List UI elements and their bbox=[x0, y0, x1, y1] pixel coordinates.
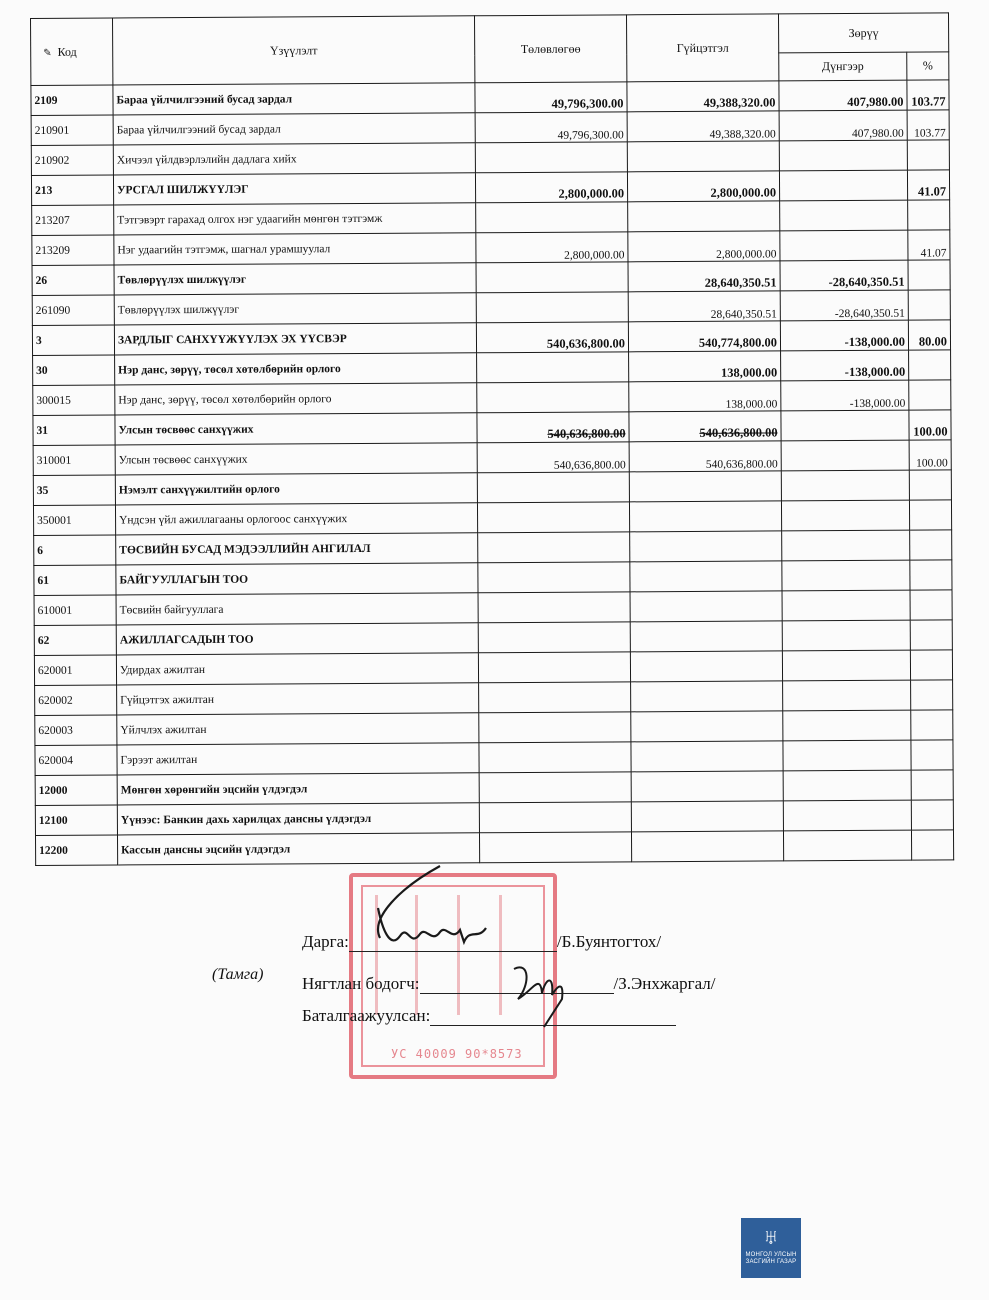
cell-performance bbox=[631, 801, 783, 832]
cell-name: Нэмэлт санхүүжилтийн орлого bbox=[115, 473, 477, 505]
signature-stroke bbox=[378, 866, 486, 942]
cell-code: 310001 bbox=[33, 445, 115, 476]
cell-performance bbox=[630, 561, 782, 592]
cell-plan bbox=[479, 772, 631, 803]
cell-code: 30 bbox=[33, 355, 115, 386]
cell-performance: 540,774,800.00 bbox=[628, 321, 780, 352]
cell-performance: 28,640,350.51 bbox=[628, 291, 780, 322]
cell-performance: 28,640,350.51 bbox=[628, 261, 780, 292]
cell-name: ТӨСВИЙН БУСАД МЭДЭЭЛЛИЙН АНГИЛАЛ bbox=[116, 533, 478, 565]
cell-difference bbox=[782, 530, 910, 561]
signature-stroke bbox=[514, 967, 562, 1027]
cell-performance: 49,388,320.00 bbox=[627, 111, 779, 142]
cell-plan: 540,636,800.00 bbox=[477, 412, 629, 443]
cell-code: 61 bbox=[34, 565, 116, 596]
cell-plan: 49,796,300.00 bbox=[475, 82, 627, 113]
cell-plan bbox=[478, 562, 630, 593]
cell-plan bbox=[478, 532, 630, 563]
cell-performance bbox=[631, 711, 783, 742]
cell-name: Гүйцэтгэх ажилтан bbox=[117, 683, 479, 715]
cell-percent bbox=[907, 140, 949, 170]
cell-name: Төвлөрүүлэх шилжүүлэг bbox=[114, 263, 476, 295]
cell-difference bbox=[783, 770, 911, 801]
cell-percent: 41.07 bbox=[908, 230, 950, 260]
cell-name: Нэр данс, зөрүү, төсөл хөтөлбөрийн орлого bbox=[115, 383, 477, 415]
cell-percent bbox=[911, 680, 953, 710]
cell-name: ЗАРДЛЫГ САНХҮҮЖҮҮЛЭХ ЭХ ҮҮСВЭР bbox=[114, 323, 476, 355]
cell-plan bbox=[476, 202, 628, 233]
cell-performance bbox=[630, 531, 782, 562]
cell-performance bbox=[630, 621, 782, 652]
cell-performance bbox=[627, 141, 779, 172]
cell-difference: 407,980.00 bbox=[779, 80, 907, 111]
cell-plan bbox=[476, 262, 628, 293]
cell-code: 62 bbox=[34, 625, 116, 656]
cell-code: 610001 bbox=[34, 595, 116, 626]
cell-code: 620004 bbox=[35, 745, 117, 776]
stamp-number: УС 40009 90*8573 bbox=[391, 1047, 523, 1061]
accountant-handwritten-signature bbox=[500, 955, 580, 1035]
verified-signature-line bbox=[302, 1006, 676, 1026]
cell-percent bbox=[911, 800, 953, 830]
cell-name: Кассын дансны эцсийн үлдэгдэл bbox=[117, 833, 479, 865]
cell-code: 300015 bbox=[33, 385, 115, 416]
cell-plan bbox=[477, 502, 629, 533]
cell-plan bbox=[475, 142, 627, 173]
header-amount: Дүнгээр bbox=[779, 52, 907, 81]
cell-plan bbox=[476, 292, 628, 323]
cell-percent: 100.00 bbox=[909, 410, 951, 440]
cell-percent bbox=[910, 560, 952, 590]
cell-performance bbox=[631, 831, 783, 862]
cell-name: Улсын төсвөөс санхүүжих bbox=[115, 443, 477, 475]
header-percent: % bbox=[907, 52, 949, 80]
cell-name: АЖИЛЛАГСАДЫН ТОО bbox=[116, 623, 478, 655]
cell-name: БАЙГУУЛЛАГЫН ТОО bbox=[116, 563, 478, 595]
cell-code: 213209 bbox=[32, 235, 114, 266]
cell-performance: 138,000.00 bbox=[629, 351, 781, 382]
cell-code: 2109 bbox=[31, 85, 113, 116]
cell-difference: -28,640,350.51 bbox=[780, 260, 908, 291]
cell-code: 6 bbox=[34, 535, 116, 566]
accountant-name: /З.Энхжаргал/ bbox=[613, 974, 716, 993]
cell-code: 261090 bbox=[32, 295, 114, 326]
cell-performance bbox=[631, 771, 783, 802]
verified-label: Баталгаажуулсан: bbox=[302, 1006, 431, 1025]
cell-difference bbox=[781, 440, 909, 471]
cell-percent bbox=[910, 650, 952, 680]
cell-name: Үйлчлэх ажилтан bbox=[117, 713, 479, 745]
director-label: Дарга: bbox=[302, 932, 349, 951]
cell-name: Бараа үйлчилгээний бусад зардал bbox=[113, 113, 475, 145]
cell-performance bbox=[628, 201, 780, 232]
cell-name: Гэрээт ажилтан bbox=[117, 743, 479, 775]
cell-name: Үндсэн үйл ажиллагааны орлогоос санхүүжих bbox=[115, 503, 477, 535]
director-handwritten-signature bbox=[360, 858, 520, 958]
cell-difference: -138,000.00 bbox=[780, 320, 908, 351]
cell-name: Хичээл үйлдвэрлэлийн дадлага хийх bbox=[113, 143, 475, 175]
cell-percent bbox=[911, 740, 953, 770]
cell-plan bbox=[479, 742, 631, 773]
cell-name: Мөнгөн хөрөнгийн эцсийн үлдэгдэл bbox=[117, 773, 479, 805]
stamp-caption: (Тамга) bbox=[212, 966, 264, 983]
cell-percent bbox=[910, 590, 952, 620]
cell-code: 12000 bbox=[35, 775, 117, 806]
cell-plan: 540,636,800.00 bbox=[477, 442, 629, 473]
cell-performance bbox=[630, 591, 782, 622]
table-header-row bbox=[31, 13, 949, 58]
cell-performance bbox=[629, 501, 781, 532]
cell-name: Улсын төсвөөс санхүүжих bbox=[115, 413, 477, 445]
cell-percent bbox=[911, 830, 953, 860]
cell-difference bbox=[780, 200, 908, 231]
cell-name: Нэр данс, зөрүү, төсөл хөтөлбөрийн орлого bbox=[115, 353, 477, 385]
cell-percent bbox=[909, 470, 951, 500]
cell-name: Төвлөрүүлэх шилжүүлэг bbox=[114, 293, 476, 325]
cell-plan: 540,636,800.00 bbox=[476, 322, 628, 353]
cell-plan bbox=[477, 352, 629, 383]
cell-plan bbox=[478, 592, 630, 623]
cell-name: Бараа үйлчилгээний бусад зардал bbox=[113, 83, 475, 115]
cell-name: Тэтгэвэрт гарахад олгох нэг удаагийн мөнгөн тэтгэмж bbox=[114, 203, 476, 235]
cell-performance bbox=[631, 681, 783, 712]
header-plan: Төлөвлөгөө bbox=[474, 15, 626, 83]
cell-plan: 49,796,300.00 bbox=[475, 112, 627, 143]
cell-difference: 407,980.00 bbox=[779, 110, 907, 141]
cell-percent bbox=[911, 710, 953, 740]
cell-code: 3 bbox=[32, 325, 114, 356]
cell-performance: 2,800,000.00 bbox=[628, 231, 780, 262]
cell-percent: 103.77 bbox=[907, 110, 949, 140]
cell-plan bbox=[479, 712, 631, 743]
cell-difference: -138,000.00 bbox=[781, 350, 909, 381]
cell-difference bbox=[779, 140, 907, 171]
cell-code: 350001 bbox=[33, 505, 115, 536]
cell-percent bbox=[909, 350, 951, 380]
cell-percent: 100.00 bbox=[909, 440, 951, 470]
cell-name: Төсвийн байгууллага bbox=[116, 593, 478, 625]
cell-percent: 103.77 bbox=[907, 80, 949, 110]
cell-code: 213207 bbox=[32, 205, 114, 236]
header-indicator: Үзүүлэлт bbox=[113, 16, 475, 85]
cell-difference bbox=[782, 650, 910, 681]
cell-difference bbox=[781, 410, 909, 441]
cell-performance: 49,388,320.00 bbox=[627, 81, 779, 112]
cell-difference bbox=[779, 170, 907, 201]
cell-plan bbox=[477, 382, 629, 413]
cell-percent: 80.00 bbox=[908, 320, 950, 350]
cell-code: 620002 bbox=[35, 685, 117, 716]
cell-plan bbox=[479, 802, 631, 833]
cell-difference: -28,640,350.51 bbox=[780, 290, 908, 321]
cell-difference bbox=[783, 710, 911, 741]
cell-difference bbox=[782, 560, 910, 591]
cell-difference bbox=[783, 680, 911, 711]
pen-mark-icon: ✎ bbox=[43, 47, 52, 59]
cell-code: 26 bbox=[32, 265, 114, 296]
soyombo-icon: ♅ bbox=[762, 1224, 780, 1249]
cell-performance bbox=[631, 741, 783, 772]
cell-percent bbox=[908, 290, 950, 320]
header-code bbox=[31, 18, 113, 85]
cell-plan bbox=[479, 682, 631, 713]
cell-name: Нэг удаагийн тэтгэмж, шагнал урамшуулал bbox=[114, 233, 476, 265]
cell-difference: -138,000.00 bbox=[781, 380, 909, 411]
cell-difference bbox=[781, 500, 909, 531]
cell-percent bbox=[909, 500, 951, 530]
header-difference: Зөрүү bbox=[778, 13, 948, 53]
cell-percent bbox=[908, 260, 950, 290]
cell-code: 210902 bbox=[31, 145, 113, 176]
cell-percent bbox=[910, 620, 952, 650]
cell-difference bbox=[782, 620, 910, 651]
header-code-label: Код bbox=[57, 44, 77, 59]
cell-performance bbox=[630, 651, 782, 682]
cell-code: 620003 bbox=[35, 715, 117, 746]
table-body bbox=[31, 80, 954, 866]
cell-code: 12200 bbox=[35, 835, 117, 866]
cell-performance: 540,636,800.00 bbox=[629, 411, 781, 442]
cell-performance: 138,000.00 bbox=[629, 381, 781, 412]
cell-name: УРСГАЛ ШИЛЖҮҮЛЭГ bbox=[113, 173, 475, 205]
cell-difference bbox=[783, 800, 911, 831]
cell-name: Удирдах ажилтан bbox=[116, 653, 478, 685]
director-name: /Б.Буянтогтох/ bbox=[556, 932, 662, 951]
cell-code: 31 bbox=[33, 415, 115, 446]
cell-percent bbox=[910, 530, 952, 560]
cell-plan bbox=[477, 472, 629, 503]
cell-difference bbox=[783, 830, 911, 861]
cell-name: Үүнээс: Банкин дахь харилцах дансны үлдэгдэл bbox=[117, 803, 479, 835]
cell-code: 213 bbox=[31, 175, 113, 206]
cell-code: 35 bbox=[33, 475, 115, 506]
cell-difference bbox=[782, 590, 910, 621]
cell-percent: 41.07 bbox=[907, 170, 949, 200]
budget-report-table bbox=[30, 12, 954, 866]
cell-percent bbox=[909, 380, 951, 410]
cell-difference bbox=[780, 230, 908, 261]
cell-performance: 2,800,000.00 bbox=[627, 171, 779, 202]
cell-code: 620001 bbox=[34, 655, 116, 686]
cell-plan bbox=[478, 652, 630, 683]
cell-code: 210901 bbox=[31, 115, 113, 146]
cell-percent bbox=[911, 770, 953, 800]
accountant-label: Нягтлан бодогч: bbox=[302, 974, 420, 993]
cell-plan: 2,800,000.00 bbox=[476, 232, 628, 263]
cell-difference bbox=[781, 470, 909, 501]
cell-plan bbox=[478, 622, 630, 653]
cell-performance: 540,636,800.00 bbox=[629, 441, 781, 472]
emblem-caption: МОНГОЛ УЛСЫН ЗАСГИЙН ГАЗАР bbox=[745, 1252, 797, 1265]
government-emblem bbox=[741, 1218, 801, 1278]
cell-percent bbox=[908, 200, 950, 230]
cell-plan: 2,800,000.00 bbox=[475, 172, 627, 203]
cell-difference bbox=[783, 740, 911, 771]
cell-performance bbox=[629, 471, 781, 502]
header-performance: Гүйцэтгэл bbox=[626, 14, 778, 82]
cell-code: 12100 bbox=[35, 805, 117, 836]
